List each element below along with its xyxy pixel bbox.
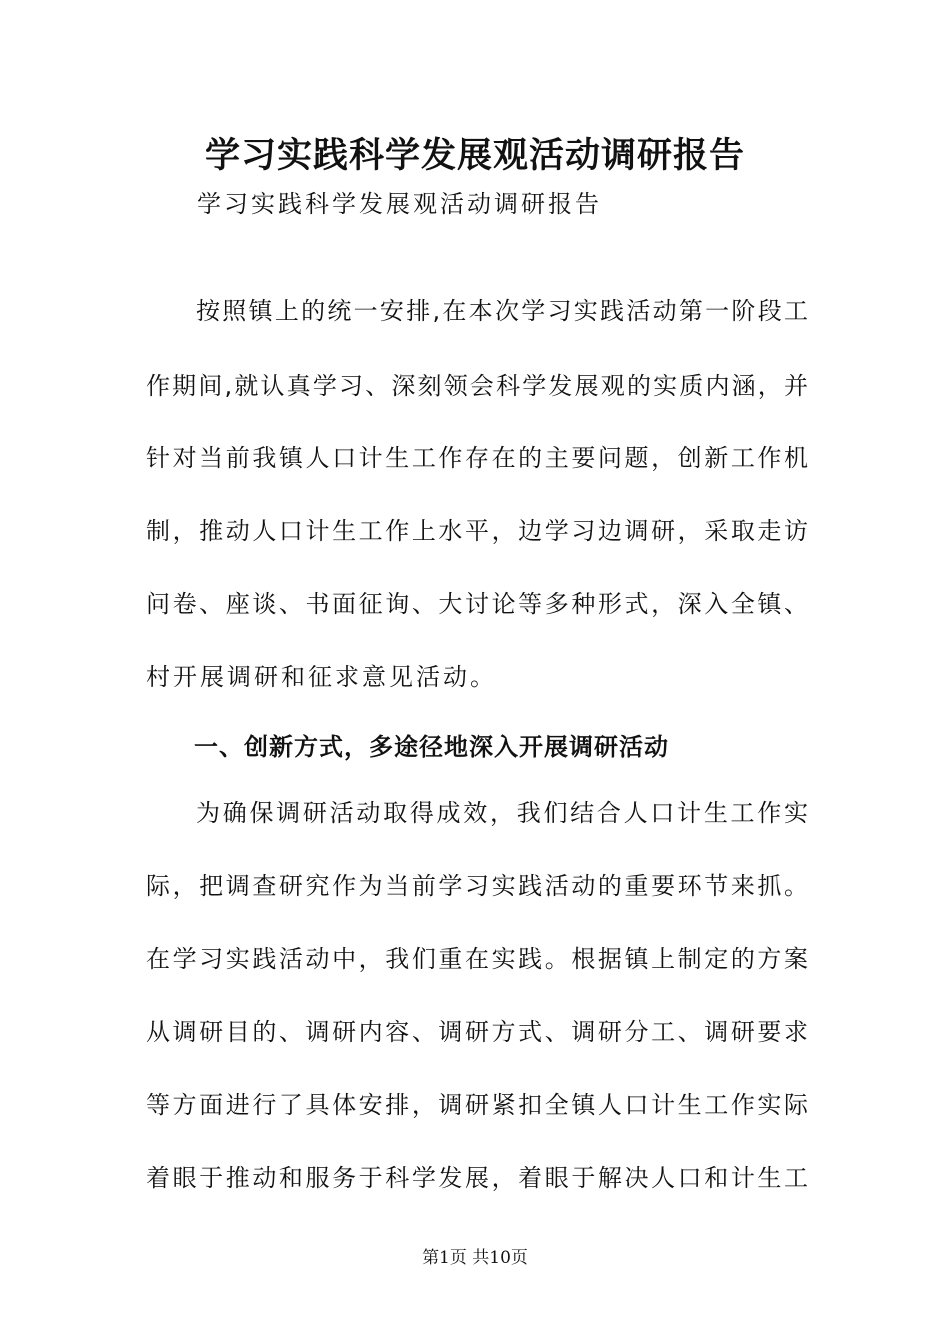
- page-footer: 第1页 共10页: [422, 1248, 528, 1268]
- section-heading: 一、创新方式，多途径地深入开展调研活动: [194, 733, 669, 761]
- paragraph-line: 为确保调研活动取得成效，我们结合人口计生工作实: [196, 799, 808, 827]
- paragraph-line: 按照镇上的统一安排,在本次学习实践活动第一阶段工: [196, 297, 808, 325]
- paragraph-line: 际，把调查研究作为当前学习实践活动的重要环节来抓。: [146, 872, 808, 900]
- document-title: 学习实践科学发展观活动调研报告: [204, 135, 745, 176]
- paragraph-line: 等方面进行了具体安排，调研紧扣全镇人口计生工作实际: [146, 1091, 808, 1119]
- document-subtitle: 学习实践科学发展观活动调研报告: [197, 190, 602, 218]
- paragraph-line: 制，推动人口计生工作上水平，边学习边调研，采取走访: [146, 517, 808, 545]
- paragraph-line: 作期间,就认真学习、深刻领会科学发展观的实质内涵，并: [146, 372, 808, 400]
- paragraph-line: 问卷、座谈、书面征询、大讨论等多种形式，深入全镇、: [146, 590, 808, 618]
- paragraph-line: 针对当前我镇人口计生工作存在的主要问题，创新工作机: [146, 444, 808, 472]
- paragraph-line: 着眼于推动和服务于科学发展，着眼于解决人口和计生工: [146, 1164, 808, 1192]
- paragraph-line: 村开展调研和征求意见活动。: [146, 663, 497, 691]
- paragraph-line: 在学习实践活动中，我们重在实践。根据镇上制定的方案: [146, 945, 808, 973]
- paragraph-line: 从调研目的、调研内容、调研方式、调研分工、调研要求: [146, 1018, 808, 1046]
